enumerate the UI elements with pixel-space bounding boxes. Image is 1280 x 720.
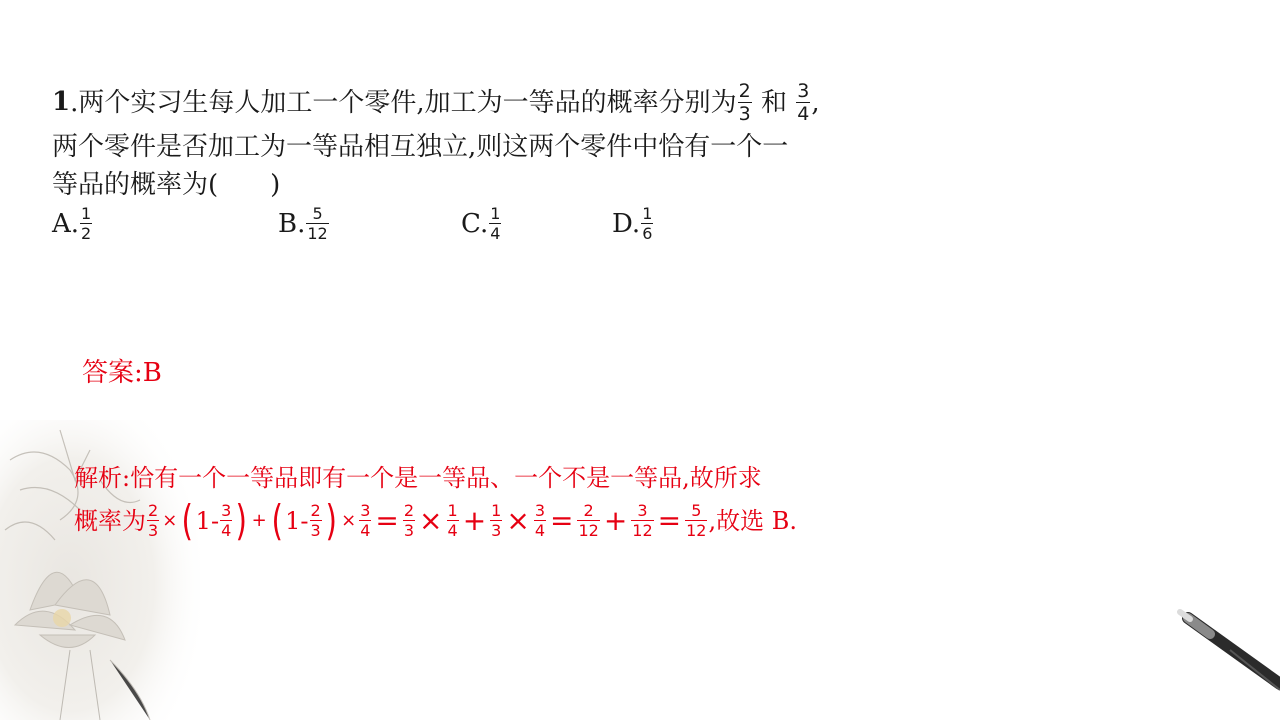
formula-fraction: $\frac{3}{4}$: [360, 501, 371, 540]
one-minus: 1-: [195, 507, 220, 535]
formula-fraction: $\frac{2}{3}$: [148, 501, 159, 540]
formula-fraction: $\frac{2}{3}$: [403, 501, 415, 540]
option-b-fraction: $\frac{5}{12}$: [307, 204, 328, 243]
solution-heading: 解析:: [74, 464, 131, 492]
option-a[interactable]: A. $\frac{1}{2}$: [52, 204, 92, 243]
question-text-1: .两个实习生每人加工一个零件,加工为一等品的概率分别为: [70, 88, 737, 118]
formula-fraction: $\frac{1}{4}$: [447, 501, 458, 540]
times-sign: ×: [419, 504, 443, 537]
question-line-2: 两个零件是否加工为一等品相互独立,则这两个零件中恰有一个一: [52, 132, 789, 162]
left-paren: (: [181, 496, 194, 545]
one-minus: 1-: [285, 507, 309, 535]
times-sign: ×: [162, 510, 178, 531]
question-line-1: [52, 82, 820, 124]
option-c-fraction: $\frac{1}{4}$: [490, 204, 501, 243]
formula-fraction: $\frac{5}{12}$: [686, 501, 707, 540]
answer-text: 答案:B: [82, 358, 162, 388]
left-paren: (: [271, 496, 283, 545]
formula-fraction: $\frac{3}{12}$: [632, 501, 653, 540]
and-word: 和: [752, 88, 796, 118]
question-line-3: 等品的概率为( ): [52, 170, 281, 200]
equals-sign: =: [657, 504, 682, 537]
right-paren: ): [235, 496, 248, 545]
solution-line-1: [74, 466, 762, 490]
question-number: 1: [52, 87, 71, 117]
option-a-fraction: $\frac{1}{2}$: [81, 204, 92, 243]
comma: ,: [811, 88, 820, 118]
formula-fraction: $\frac{2}{3}$: [310, 501, 321, 540]
plus-sign: +: [462, 504, 487, 537]
times-sign: ×: [506, 504, 530, 537]
fraction-two-thirds: $\frac{2}{3}$: [738, 80, 751, 125]
right-paren: ): [325, 496, 337, 545]
plus-sign: +: [603, 504, 628, 537]
option-d[interactable]: D. $\frac{1}{6}$: [612, 204, 653, 243]
times-sign: ×: [341, 510, 357, 531]
plus-sign: +: [251, 510, 267, 531]
formula-fraction: $\frac{2}{12}$: [578, 501, 599, 540]
option-c[interactable]: C. $\frac{1}{4}$: [461, 204, 501, 243]
solution-text-1: 恰有一个一等品即有一个是一等品、一个不是一等品,故所求: [130, 464, 762, 492]
formula-fraction: $\frac{3}{4}$: [534, 501, 545, 540]
solution-prefix: 概率为: [74, 507, 146, 535]
fraction-three-quarters: $\frac{3}{4}$: [797, 80, 810, 125]
option-d-fraction: $\frac{1}{6}$: [642, 204, 653, 243]
calligraphy-brush: [1170, 600, 1280, 720]
option-b[interactable]: B. $\frac{5}{12}$: [278, 204, 328, 243]
equals-sign: =: [375, 504, 399, 537]
equals-sign: =: [550, 504, 574, 537]
solution-formula: [74, 496, 798, 545]
formula-fraction: $\frac{3}{4}$: [221, 501, 232, 540]
formula-fraction: $\frac{1}{3}$: [491, 501, 502, 540]
solution-ending: ,故选 B.: [708, 507, 798, 535]
